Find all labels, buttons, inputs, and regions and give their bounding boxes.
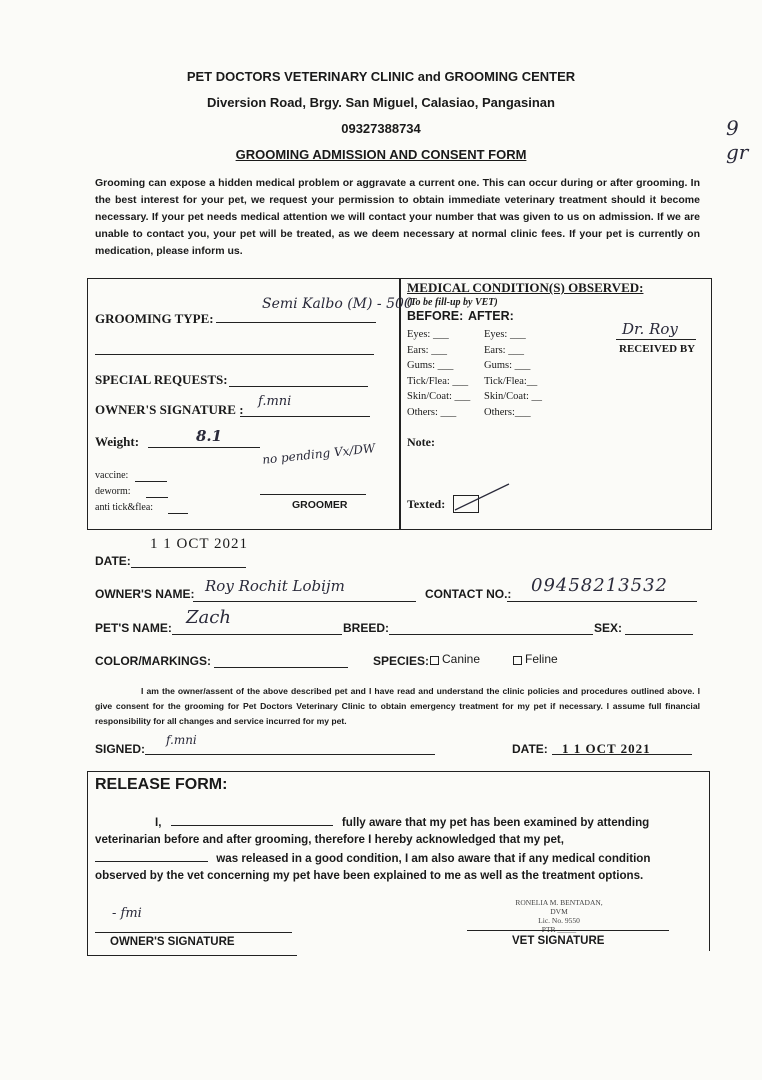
after-list [484, 327, 542, 420]
date-value: 1 1 OCT 2021 [150, 536, 248, 552]
after-gums[interactable]: Gums: ___ [484, 360, 531, 371]
intro-paragraph: Grooming can expose a hidden medical problem or aggravate a current one. This can occur during or after grooming. In the best interest for your pet, we request your permission to obtain immediate veterinary treatment should it become necessary. If your pet needs medical attention we will contact your number that was given to us on admission. If we are unable to contact you, your pet will be treated, as we deem necessary at normal clinic fees. If your pet is currently on medication, please inform us. [95, 177, 700, 257]
groomer-label: GROOMER [292, 499, 348, 511]
release-bottom-border [87, 955, 297, 956]
signed-date-label: DATE: [512, 742, 548, 756]
release-pet-name-field[interactable] [95, 849, 208, 862]
after-eyes[interactable]: Eyes: ___ [484, 329, 526, 340]
canine-label: Canine [442, 652, 481, 666]
medical-subtitle: (To be fill-up by VET) [407, 297, 498, 308]
grooming-type-value: Semi Kalbo (M) - 500 [262, 296, 413, 312]
after-skin-coat[interactable]: Skin/Coat: __ [484, 391, 543, 402]
weight-label: Weight: [95, 434, 140, 449]
owner-name-value: Roy Rochit Lobijm [205, 577, 345, 595]
owner-name-label: OWNER'S NAME: [95, 587, 195, 601]
before-tick-flea[interactable]: Tick/Flea: ___ [407, 375, 469, 387]
deworm-label: deworm: [95, 486, 131, 497]
pet-name-value: Zach [186, 607, 231, 628]
release-left-border [87, 771, 88, 955]
received-by-label: RECEIVED BY [619, 343, 696, 355]
signed-label: SIGNED: [95, 742, 146, 756]
texted-checkmark-icon [453, 480, 513, 512]
anti-tick-field[interactable] [168, 502, 188, 514]
before-skin-coat[interactable]: Skin/Coat: ___ [407, 391, 471, 402]
groomer-signature-line[interactable] [260, 482, 366, 495]
signed-date-value: 1 1 OCT 2021 [562, 741, 651, 756]
color-markings-label: COLOR/MARKINGS: [95, 654, 211, 668]
special-requests-field[interactable] [229, 372, 368, 387]
grooming-type-label: GROOMING TYPE: [95, 311, 214, 326]
breed-label: BREED: [343, 621, 390, 635]
date-label: DATE: [95, 554, 131, 568]
special-requests-label: SPECIAL REQUESTS: [95, 372, 228, 387]
after-tick-flea[interactable]: Tick/Flea:__ [484, 375, 538, 387]
clinic-phone: 09327388734 [341, 121, 421, 136]
canine-checkbox[interactable] [430, 656, 439, 665]
vaccine-field[interactable] [135, 470, 167, 482]
before-list [407, 327, 470, 420]
anti-tick-label: anti tick&flea: [95, 502, 154, 513]
feline-checkbox[interactable] [513, 656, 522, 665]
release-line-3-text: was released in a good condition, I am also aware that if any medical condition [216, 852, 651, 865]
pet-name-label: PET'S NAME: [95, 621, 172, 635]
signed-value: f.mni [166, 733, 197, 747]
before-others[interactable]: Others: ___ [407, 406, 457, 418]
date-field[interactable] [131, 553, 246, 568]
release-line-2: veterinarian before and after grooming, therefore I hereby acknowledged that my pet, [95, 833, 565, 846]
clinic-name: PET DOCTORS VETERINARY CLINIC and GROOMING CENTER [186, 69, 576, 84]
owner-signature-label: OWNER'S SIGNATURE : [95, 402, 244, 417]
vet-stamp-license: Lic. No. 9550 [538, 916, 580, 925]
release-line-1 [95, 813, 690, 832]
deworm-field[interactable] [146, 486, 168, 498]
received-by-line[interactable] [616, 327, 696, 340]
vet-stamp-name: RONELIA M. BENTADAN, DVM [515, 898, 603, 916]
release-top-border [87, 771, 709, 772]
groomer-note: no pending Vx/DW [261, 441, 376, 467]
breed-field[interactable] [389, 619, 593, 635]
before-label: BEFORE: [407, 309, 464, 323]
corner-note: 9 gr [726, 116, 749, 164]
clinic-address: Diversion Road, Brgy. San Miguel, Calasiao, Pangasinan [207, 95, 555, 110]
release-owner-signature-label: OWNER'S SIGNATURE [110, 936, 235, 948]
medical-title: MEDICAL CONDITION(S) OBSERVED: [407, 280, 644, 295]
release-owner-signature-value: - fmi [112, 906, 142, 921]
form-title-wrap [0, 147, 762, 162]
release-line-3 [95, 849, 690, 868]
form-title: GROOMING ADMISSION AND CONSENT FORM [235, 147, 527, 162]
release-i-label: I, [155, 816, 162, 829]
sex-label: SEX: [594, 621, 623, 635]
contact-value: 09458213532 [531, 575, 668, 596]
vet-stamp-ptr: PTR _____ [541, 925, 577, 934]
received-by-value: Dr. Roy [622, 320, 678, 338]
species-label: SPECIES: [373, 654, 430, 668]
after-others[interactable]: Others:___ [484, 406, 531, 418]
grooming-extra-line[interactable] [95, 340, 374, 355]
contact-label: CONTACT NO.: [425, 587, 512, 601]
before-gums[interactable]: Gums: ___ [407, 360, 454, 371]
color-markings-field[interactable] [214, 652, 348, 668]
vet-signature-line[interactable] [467, 918, 669, 931]
feline-label: Feline [525, 652, 558, 666]
texted-label: Texted: [407, 497, 446, 511]
after-ears[interactable]: Ears: ___ [484, 344, 524, 356]
release-line-4: observed by the vet concerning my pet have been explained to me as well as the treatment options. [95, 869, 644, 882]
vet-signature-label: VET SIGNATURE [512, 935, 605, 947]
vaccine-label: vaccine: [95, 470, 129, 481]
after-label: AFTER: [468, 309, 514, 323]
before-eyes[interactable]: Eyes: ___ [407, 329, 449, 340]
release-title: RELEASE FORM: [95, 776, 228, 793]
release-owner-name-field[interactable] [171, 813, 333, 826]
weight-value: 8.1 [196, 427, 223, 445]
note-label: Note: [407, 435, 435, 449]
release-line-1-text: fully aware that my pet has been examined by attending [341, 816, 650, 829]
release-owner-signature-line[interactable] [95, 920, 292, 933]
owner-signature-value: f.mni [258, 394, 292, 409]
before-ears[interactable]: Ears: ___ [407, 344, 447, 356]
consent-paragraph: I am the owner/assent of the above described pet and I have read and understand the clinic policies and procedures outlined above. I give consent for the grooming for Pet Doctors Veterinary Clinic to obtain emergency treatment for my pet if necessary. I assume full financial responsibility for all changes and service incurred for my pet. [95, 686, 700, 726]
release-right-border [709, 771, 710, 951]
sex-field[interactable] [625, 619, 693, 635]
